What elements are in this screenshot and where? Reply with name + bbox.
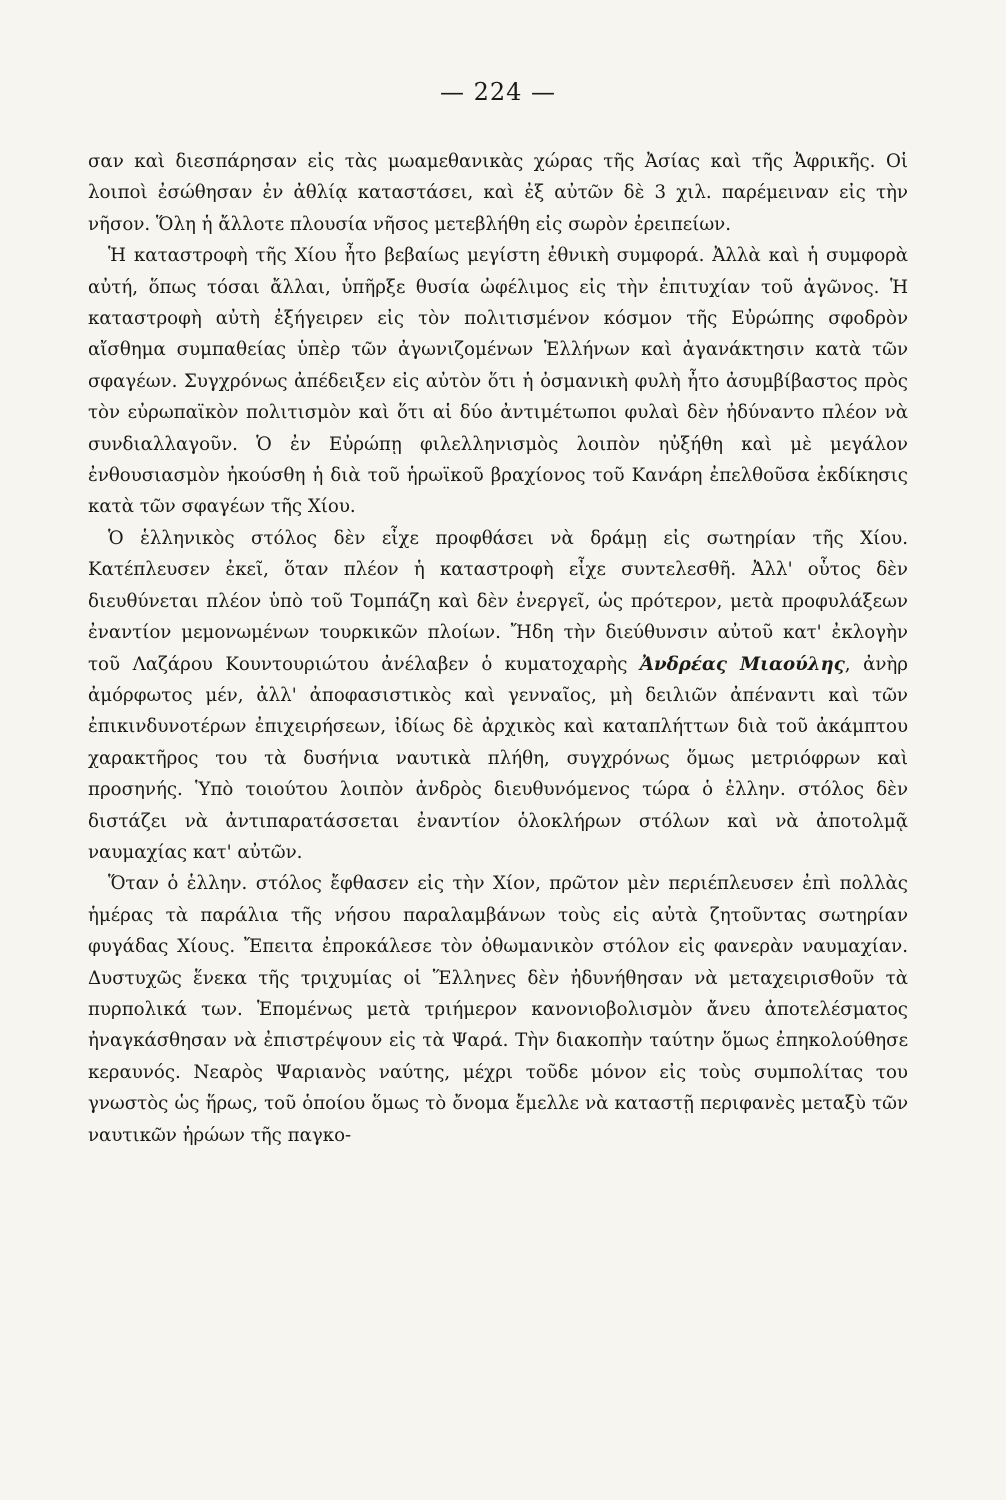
paragraph-3-text-before: Ὁ ἑλληνικὸς στόλος δὲν εἶχε προφθάσει νὰ δράμῃ εἰς σωτηρίαν τῆς Χίου. Κατέπλευσεν ἐκεῖ, ὅταν πλέον ἡ καταστροφὴ εἶχε συντελεσθῆ. Ἀλλ' οὗτος δὲν διευθύνεται πλέον ὑπὸ τοῦ Τομπάζη καὶ δὲν ἐνεργεῖ, ὡς πρότερον, μετὰ προφυλάξεων ἐναντίον μεμονωμένων τουρκικῶν πλοίων. Ἤδη τὴν διεύθυνσιν αὐτοῦ κατ' ἐκλογὴν τοῦ Λαζάρου Κουντουριώτου ἀνέλαβεν ὁ κυματοχαρὴς [88, 527, 908, 675]
paragraph-1: σαν καὶ διεσπάρησαν εἰς τὰς μωαμεθανικὰς χώρας τῆς Ἀσίας καὶ τῆς Ἀφρικῆς. Οἱ λοιποὶ ἐσώθησαν ἐν ἀθλίᾳ καταστάσει, καὶ ἐξ αὐτῶν δὲ 3 χιλ. παρέμειναν εἰς τὴν νῆσον. Ὅλη ἡ ἄλλοτε πλουσία νῆσος μετεβλήθη εἰς σωρὸν ἐρειπείων. [88, 151, 908, 235]
paragraph-3-text-after: , ἀνὴρ ἀμόρφωτος μέν, ἀλλ' ἀποφασιστικὸς καὶ γενναῖος, μὴ δειλιῶν ἀπέναντι καὶ τῶν ἐπικινδυνοτέρων ἐπιχειρήσεων, ἰδίως δὲ ἀρχικὸς καὶ καταπλήττων διὰ τοῦ ἀκάμπτου χαρακτῆρος του τὰ δυσήνια ναυτικὰ πλήθη, συγχρόνως ὅμως μετριόφρων καὶ προσηνής. Ὑπὸ τοιούτου λοιπὸν ἀνδρὸς διευθυνόμενος τώρα ὁ ἑλλην. στόλος δὲν διστάζει νὰ ἀντιπαρατάσσεται ἐναντίον ὁλοκλήρων στόλων καὶ νὰ ἀποτολμᾷ ναυμαχίας κατ' αὐτῶν. [88, 653, 908, 863]
book-page [88, 72, 908, 1151]
page-number: — 224 — [439, 78, 557, 106]
paragraph-2: Ἡ καταστροφὴ τῆς Χίου ἦτο βεβαίως μεγίστη ἐθνικὴ συμφορά. Ἀλλὰ καὶ ἡ συμφορὰ αὐτή, ὅπως τόσαι ἄλλαι, ὑπῆρξε θυσία ὠφέλιμος εἰς τὴν ἐπιτυχίαν τοῦ ἀγῶνος. Ἡ καταστροφὴ αὐτὴ ἐξήγειρεν εἰς τὸν πολιτισμένον κόσμον τῆς Εὐρώπης σφοδρὸν αἴσθημα συμπαθείας ὑπὲρ τῶν ἀγωνιζομένων Ἑλλήνων καὶ ἀγανάκτησιν κατὰ τῶν σφαγέων. Συγχρόνως ἀπέδειξεν εἰς αὐτὸν ὅτι ἡ ὀσμανικὴ φυλὴ ἦτο ἀσυμβίβαστος πρὸς τὸν εὐρωπαϊκὸν πολιτισμὸν καὶ ὅτι αἱ δύο ἀντιμέτωποι φυλαὶ δὲν ἠδύναντο πλέον νὰ συνδιαλλαγοῦν. Ὁ ἐν Εὐρώπῃ φιλελληνισμὸς λοιπὸν ηὐξήθη καὶ μὲ μεγάλον ἐνθουσιασμὸν ἠκούσθη ἡ διὰ τοῦ ἡρωϊκοῦ βραχίονος τοῦ Κανάρη ἐπελθοῦσα ἐκδίκησις κατὰ τῶν σφαγέων τῆς Χίου. [88, 245, 908, 518]
paragraph-4: Ὅταν ὁ ἑλλην. στόλος ἔφθασεν εἰς τὴν Χίον, πρῶτον μὲν περιέπλευσεν ἐπὶ πολλὰς ἡμέρας τὰ παράλια τῆς νήσου παραλαμβάνων τοὺς εἰς αὐτὰ ζητοῦντας σωτηρίαν φυγάδας Χίους. Ἔπειτα ἐπροκάλεσε τὸν ὀθωμανικὸν στόλον εἰς φανερὰν ναυμαχίαν. Δυστυχῶς ἕνεκα τῆς τριχυμίας οἱ Ἕλληνες δὲν ἠδυνήθησαν νὰ μεταχειρισθοῦν τὰ πυρπολικά των. Ἑπομένως μετὰ τριήμερον κανονιοβολισμὸν ἄνευ ἀποτελέσματος ἠναγκάσθησαν νὰ ἐπιστρέψουν εἰς τὰ Ψαρά. Τὴν διακοπὴν ταύτην ὅμως ἐπηκολούθησε κεραυνός. Νεαρὸς Ψαριανὸς ναύτης, μέχρι τοῦδε μόνον εἰς τοὺς συμπολίτας του γνωστὸς ὡς ἥρως, τοῦ ὁποίου ὅμως τὸ ὄνομα ἔμελλε νὰ καταστῇ περιφανὲς μεταξὺ τῶν ναυτικῶν ἡρώων τῆς παγκο- [88, 873, 908, 1146]
body-text [88, 146, 908, 1151]
paragraph-3 [88, 523, 908, 868]
highlighted-name: Ἀνδρέας Μιαούλης [639, 653, 845, 675]
